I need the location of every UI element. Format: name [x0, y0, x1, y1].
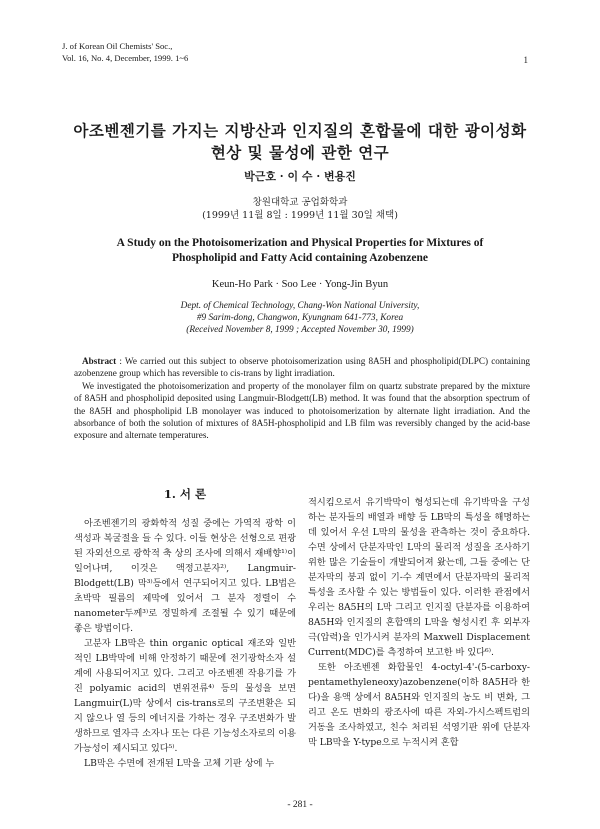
abstract-paragraph-1	[74, 355, 530, 380]
journal-volume: Vol. 16, No. 4, December, 1999. 1~6	[62, 53, 189, 63]
korean-title-line2: 현상 및 물성에 관한 연구	[210, 143, 390, 162]
page-number: 1	[523, 55, 528, 65]
right-column	[308, 495, 530, 750]
section-heading-introduction: 1. 서 론	[163, 487, 207, 501]
english-title	[30, 236, 570, 266]
abstract-label: Abstract	[82, 356, 117, 366]
left-column	[74, 516, 296, 771]
english-title-line1: A Study on the Photoisomerization and Physical Properties for Mixtures of	[116, 237, 484, 249]
english-affiliation-line2: #9 Sarim-dong, Changwon, Kyungnam 641-773, Korea	[196, 313, 404, 323]
journal-name: J. of Korean Oil Chemists' Soc.,	[62, 41, 173, 51]
english-affiliation-block	[0, 300, 600, 336]
page-footer: - 281 -	[287, 800, 313, 810]
korean-title-line1: 아조벤젠기를 가지는 지방산과 인지질의 혼합물에 대한 광이성화	[73, 121, 527, 140]
english-title-line2: Phospholipid and Fatty Acid containing Azobenzene	[172, 252, 428, 264]
journal-header	[62, 40, 188, 64]
english-authors: Keun-Ho Park · Soo Lee · Yong-Jin Byun	[211, 279, 389, 290]
intro-paragraph-2: 고분자 LB막은 thin organic optical 재조와 일반적인 LB박막에 비해 안정하기 때문에 전기광학소자 설계에 사용되어지고 있다. 그리고 아조벤젠 작용기를 가진 polyamic acid의 변위전류⁴⁾ 등의 물성을 보면 Langmuir(L)막 상에서 cis-trans로의 구조변환은 되지 않으나 열 등의 에너지를 가하는 경우 구조변화가 발생하므로 열자극 소자나 또는 다른 기능성소자로의 이용 가능성이 제시되고 있다⁵⁾.	[74, 638, 296, 754]
korean-authors: 박근호 · 이 수 · 변용진	[244, 170, 356, 183]
english-affiliation-line1: Dept. of Chemical Technology, Chang-Won National University,	[180, 301, 420, 311]
abstract-text-1: : We carried out this subject to observe photoisomerization using 8A5H and phospholipid(DLPC) containing azobenzene group which has reversible to cis-trans by light irradiation.	[74, 356, 531, 379]
korean-affiliation: 창원대학교 공업화학과	[252, 197, 348, 208]
abstract	[74, 355, 530, 442]
intro-paragraph-1: 아조벤젠기의 광화학적 성질 중에는 가역적 광학 이색성과 복굴절을 들 수 있다. 이들 현상은 선형으로 편광된 자외선으로 광학적 축 상의 조사에 의해서 재배향¹⁾이 일어나며, 이것은 액정고분자²⁾, Langmuir-Blodgett(LB) 막³⁾등에서 연구되어지고 있다. LB법은 초박막 필름의 제막에 있어서 그 분자 정렬이 수 nanometer두께³⁾로 정밀하게 조절될 수 있기 때문에 좋은 방법이다.	[74, 518, 296, 634]
english-received-dates: (Received November 8, 1999 ; Accepted November 30, 1999)	[186, 325, 414, 335]
korean-dates: (1999년 11월 8일 : 1999년 11월 30일 채택)	[202, 210, 398, 221]
intro-paragraph-4: 적시킴으로서 유기박막이 형성되는데 유기박막을 구성하는 분자들의 배열과 배향 등 LB막의 특성을 해명하는데 있어서 우선 L막의 물성을 관측하는 것이 중요하다. 수면 상에서 단분자막인 L막의 물리적 성질을 조사하기 위한 많은 기술들이 개발되어져 왔는데, 그들 중에는 단분자막의 붕괴 없이 기-수 계면에서 단분자막의 물리적 특성을 조사할 수 있는 방법들이 있다. 이러한 관점에서 우리는 8A5H의 L막 그리고 인지질 단분자를 이용하여 8A5H와 인지질의 혼합액의 L막을 형성시킨 후 외부자극(압력)을 인가시켜 분자의 Maxwell Displacement Current(MDC)를 측정하여 보고한 바 있다⁶⁾.	[308, 497, 530, 658]
korean-title	[30, 120, 570, 164]
korean-affiliation-block	[0, 196, 600, 222]
intro-paragraph-5: 또한 아조벤젠 화합물인 4-octyl-4'-(5-carboxy-pentamethyleneoxy)azobenzene(이하 8A5H라 한다)을 용액 상에서 8A5H와 인지질의 농도 비 변화, 그리고 온도 변화의 광조사에 따른 자외-가시스펙트럼의 거동을 조사하였고, 친수 처리된 석영기판 위에 단분자막 LB막을 Y-type으로 누적시켜 혼합	[308, 662, 530, 748]
intro-paragraph-3: LB막은 수면에 전개된 L막을 고체 기판 상에 누	[84, 758, 275, 769]
abstract-paragraph-2: We investigated the photoisomerization and property of the monolayer film on quartz substrate prepared by the mixture of 8A5H and phospholipid deposited using Langmuir-Blodgett(LB) method. It was found that the absorption spectrum of the 8A5H and phospholipid LB monolayer was induced to photoisomerization by alternate light irradiation. And the absorbance of both the solution of mixtures of 8A5H-phospholipid and LB film was reversibly changed by the acid-base exposure and alternate temperatures.	[74, 380, 530, 441]
